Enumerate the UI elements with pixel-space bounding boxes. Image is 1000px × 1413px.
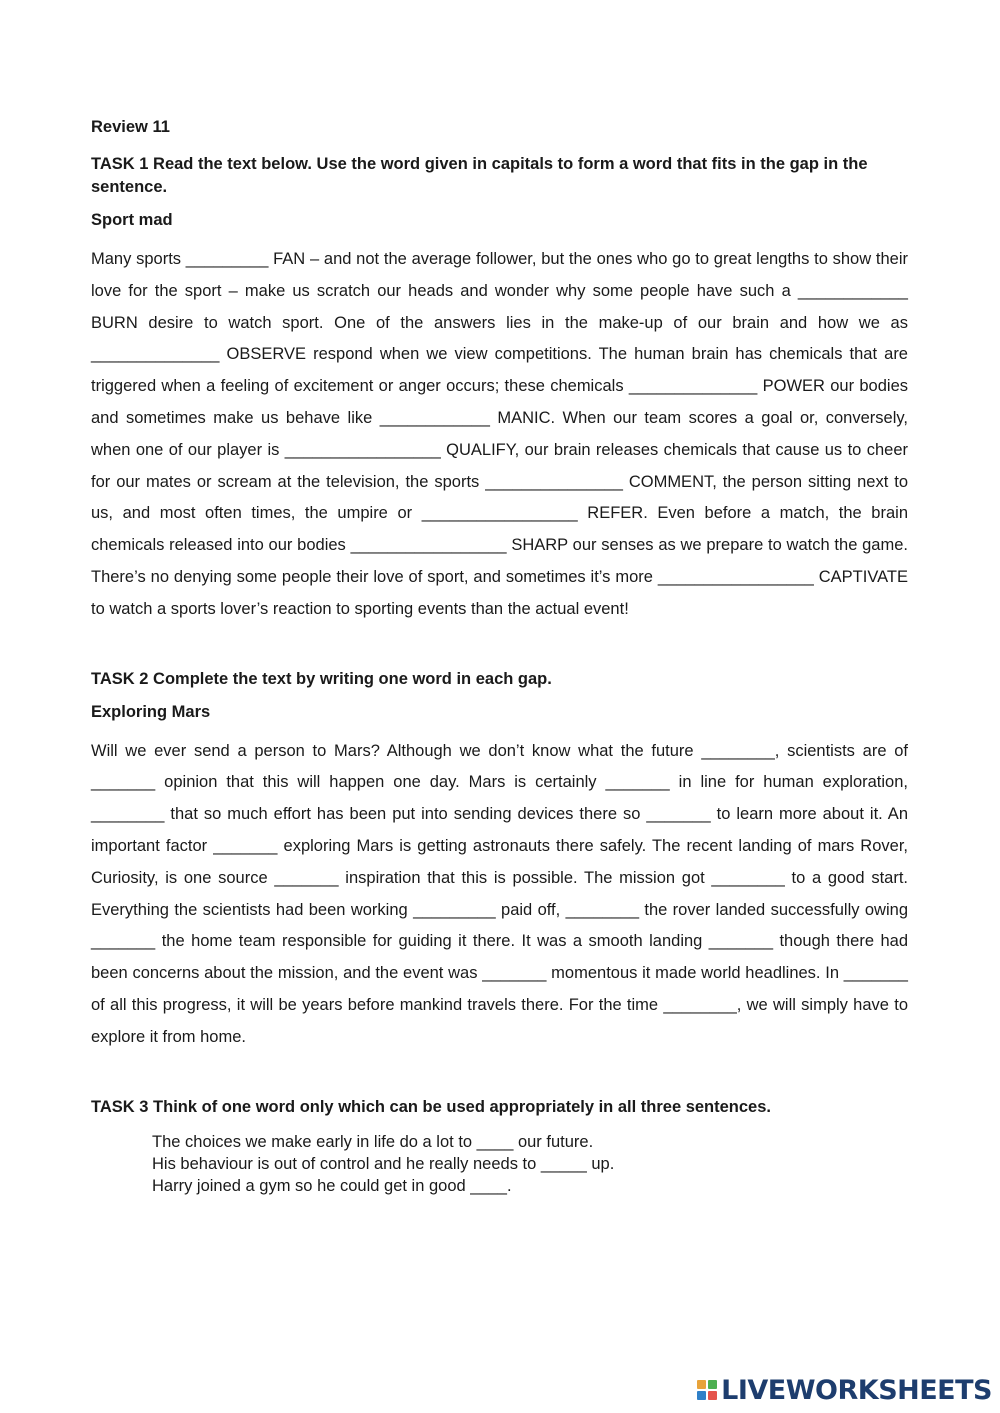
logo-tile	[708, 1391, 717, 1400]
logo-tile	[697, 1391, 706, 1400]
task2-passage: Will we ever send a person to Mars? Although we don’t know what the future ________, scientists are of _______ opinion that this will happen one day. Mars is certainly _______ in line for human exploration, ________ that so much effort has been put into sending devices there so _______ to learn more about it. An important factor _______ exploring Mars is getting astronauts there safely. The recent landing of mars Rover, Curiosity, is one source _______ inspiration that this is possible. The mission got ________ to a good start. Everything the scientists had been working _________ paid off, ________ the rover landed successfully owing _______ the home team responsible for guiding it there. It was a smooth landing _______ though there had been concerns about the mission, and the event was _______ momentous it made world headlines. In _______ of all this progress, it will be years before mankind travels there. For the time ________, we will simply have to explore it from home.	[91, 741, 908, 1046]
task2-heading: TASK 2 Complete the text by writing one word in each gap.	[91, 669, 552, 688]
task3-section	[91, 1096, 908, 1197]
logo-tile	[697, 1380, 706, 1389]
task3-heading: TASK 3 Think of one word only which can be used appropriately in all three sentences.	[91, 1097, 771, 1116]
liveworksheets-logo	[697, 1375, 992, 1405]
task2-text-title: Exploring Mars	[91, 702, 211, 721]
task2-section	[91, 668, 908, 1054]
liveworksheets-logo-icon	[697, 1380, 717, 1400]
logo-tile	[708, 1380, 717, 1389]
review-title: Review 11	[91, 118, 170, 136]
task1-section	[91, 153, 908, 626]
task3-sentences	[152, 1131, 908, 1197]
task3-sentence: Harry joined a gym so he could get in good ____.	[152, 1176, 512, 1195]
task3-sentence: His behaviour is out of control and he really needs to _____ up.	[152, 1154, 615, 1173]
worksheet	[91, 118, 908, 1197]
task1-heading: TASK 1 Read the text below. Use the word given in capitals to form a word that fits in the gap in the sentence.	[91, 155, 868, 196]
task1-text-title: Sport mad	[91, 211, 173, 229]
task1-passage: Many sports _________ FAN – and not the average follower, but the ones who go to great lengths to show their love for the sport – make us scratch our heads and wonder why some people have such a ____________ BURN desire to watch sport. One of the answers lies in the make-up of our brain and how we as ______________ OBSERVE respond when we view competitions. The human brain has chemicals that are triggered when a feeling of excitement or anger occurs; these chemicals ______________ POWER our bodies and sometimes make us behave like ____________ MANIC. When our team scores a goal or, conversely, when one of our player is _________________ QUALIFY, our brain releases chemicals that cause us to cheer for our mates or scream at the television, the sports _______________ COMMENT, the person sitting next to us, and most often times, the umpire or _________________ REFER. Even before a match, the brain chemicals released into our bodies _________________ SHARP our senses as we prepare to watch the game. There’s no denying some people their love of sport, and sometimes it’s more _________________ CAPTIVATE to watch a sports lover’s reaction to sporting events than the actual event!	[91, 250, 908, 618]
liveworksheets-logo-text: LIVEWORKSHEETS	[721, 1374, 992, 1406]
task3-sentence: The choices we make early in life do a lot to ____ our future.	[152, 1132, 594, 1151]
